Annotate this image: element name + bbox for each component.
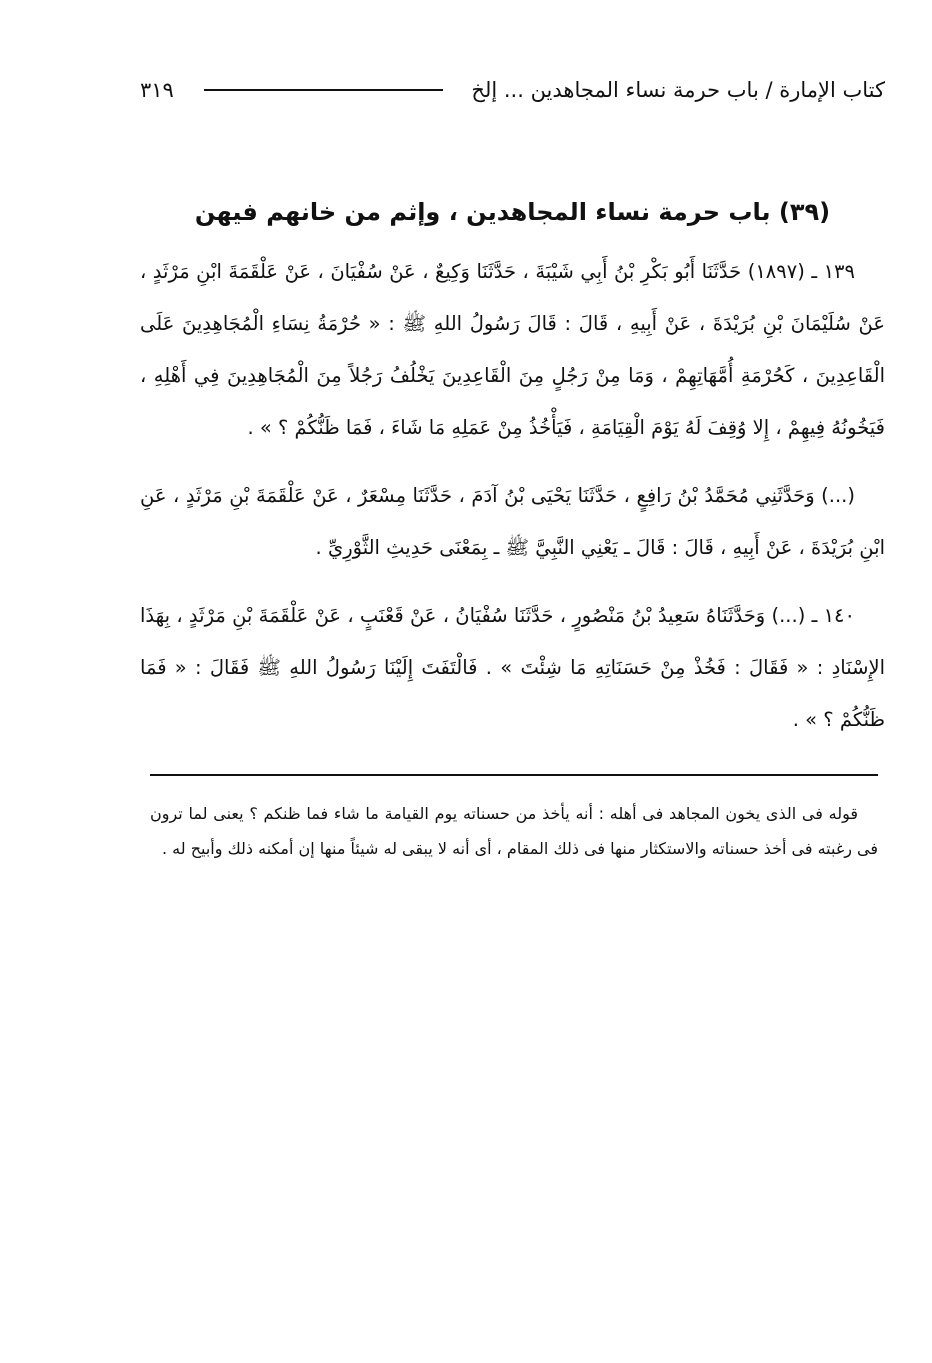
- running-header: [140, 70, 885, 110]
- hadith-paragraph-139: ١٣٩ ـ (١٨٩٧) حَدَّثَنَا أَبُو بَكْرِ بْنُ أَبِي شَيْبَةَ ، حَدَّثَنَا وَكِيعٌ ، عَنْ سُفْيَانَ ، عَنْ عَلْقَمَةَ ابْنِ مَرْثَدٍ ، عَنْ سُلَيْمَانَ بْنِ بُرَيْدَةَ ، عَنْ أَبِيهِ ، قَالَ : قَالَ رَسُولُ اللهِ ﷺ : « حُرْمَةُ نِسَاءِ الْمُجَاهِدِينَ عَلَى الْقَاعِدِينَ ، كَحُرْمَةِ أُمَّهَاتِهِمْ ، وَمَا مِنْ رَجُلٍ مِنَ الْقَاعِدِينَ يَخْلُفُ رَجُلاً مِنَ الْمُجَاهِدِينَ فِي أَهْلِهِ ، فَيَخُونُهُ فِيهِمْ ، إِلا وُقِفَ لَهُ يَوْمَ الْقِيَامَةِ ، فَيَأْخُذُ مِنْ عَمَلِهِ مَا شَاءَ ، فَمَا ظَنُّكُمْ ؟ » .: [140, 260, 885, 439]
- header-rule: [204, 89, 444, 91]
- footnote-rule: [150, 774, 878, 776]
- hadith-paragraph-140: ١٤٠ ـ (...) وَحَدَّثَنَاهُ سَعِيدُ بْنُ مَنْصُورٍ ، حَدَّثَنَا سُفْيَانُ ، عَنْ قَعْنَبٍ ، عَنْ عَلْقَمَةَ بْنِ مَرْثَدٍ ، بِهَذَا الإِسْنَادِ : « فَقَالَ : فَخُذْ مِنْ حَسَنَاتِهِ مَا شِئْتَ » . فَالْتَفَتَ إِلَيْنَا رَسُولُ اللهِ ﷺ فَقَالَ : « فَمَا ظَنُّكُمْ ؟ » .: [140, 604, 885, 731]
- footnote-text: قوله فى الذى يخون المجاهد فى أهله : أنه يأخذ من حسناته يوم القيامة ما شاء فما ظنكم ؟ يعنى لما ترون فى رغبته فى أخذ حسناته والاستكثار منها فى ذلك المقام ، أى أنه لا يبقى له شيئاً منها إن أمكنه ذلك وأبيح له .: [150, 804, 878, 858]
- hadith-paragraph-139-variant: (...) وَحَدَّثَنِي مُحَمَّدُ بْنُ رَافِعٍ ، حَدَّثَنَا يَحْيَى بْنُ آدَمَ ، حَدَّثَنَا مِسْعَرٌ ، عَنْ عَلْقَمَةَ بْنِ مَرْثَدٍ ، عَنِ ابْنِ بُرَيْدَةَ ، عَنْ أَبِيهِ ، قَالَ : قَالَ ـ يَعْنِي النَّبِيَّ ﷺ ـ بِمَعْنَى حَدِيثِ الثَّوْرِيِّ .: [140, 484, 885, 559]
- page-number: ٣١٩: [140, 78, 174, 102]
- footnote: [150, 796, 878, 866]
- hadith-body: [140, 246, 885, 762]
- chapter-title: (٣٩) باب حرمة نساء المجاهدين ، وإثم من خانهم فيهن: [194, 198, 831, 226]
- running-title: كتاب الإمارة / باب حرمة نساء المجاهدين ... إلخ: [471, 78, 885, 102]
